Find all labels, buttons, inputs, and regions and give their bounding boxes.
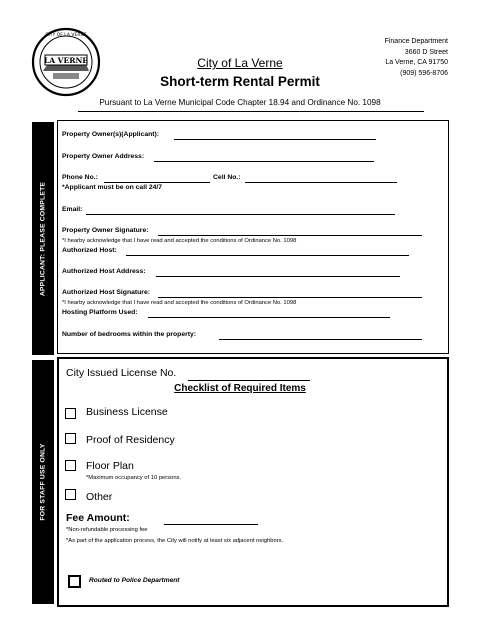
bedrooms-field[interactable] — [219, 339, 422, 340]
host-signature-field[interactable] — [158, 297, 422, 298]
permit-title: Short-term Rental Permit — [160, 74, 320, 89]
applicant-sidebar — [32, 122, 54, 355]
other-checkbox[interactable] — [65, 489, 76, 500]
on-call-note: *Applicant must be on call 24/7 — [62, 184, 163, 191]
owner-field[interactable] — [174, 139, 376, 140]
applicant-sidebar-label: APPLICANT: PLEASE COMPLETE — [39, 181, 47, 296]
platform-label: Hosting Platform Used: — [62, 309, 138, 316]
checkbox-label: Business License — [86, 406, 168, 418]
police-routing-checkbox[interactable] — [68, 575, 81, 588]
divider — [78, 111, 424, 112]
platform-field[interactable] — [148, 317, 390, 318]
fee-label: Fee Amount: — [66, 512, 130, 524]
dept-line: Finance Department — [384, 38, 448, 45]
acknowledgement-note: *I hearby acknowledge that I have read and accepted the conditions of Ordinance No. 1098 — [62, 300, 297, 306]
host-address-field[interactable] — [156, 276, 400, 277]
checkbox-label: Other — [86, 491, 113, 503]
dept-line: (909) 596-8706 — [400, 69, 448, 77]
phone-label: Phone No.: — [62, 174, 98, 181]
host-label: Authorized Host: — [62, 247, 117, 254]
proof-of-residency-checkbox[interactable] — [65, 433, 76, 444]
notification-note: *As part of the application process, the City will notify at least six adjacent neighbors. — [66, 538, 284, 544]
dept-line: La Verne, CA 91750 — [385, 59, 448, 66]
owner-address-field[interactable] — [154, 161, 374, 162]
police-routing-label: Routed to Police Department — [89, 577, 180, 584]
dept-line: 3660 D Street — [404, 48, 448, 56]
staff-sidebar — [32, 360, 54, 604]
checkbox-label: Floor Plan — [86, 460, 134, 472]
occupancy-note: *Maximum occupancy of 10 persons. — [86, 475, 182, 481]
staff-sidebar-label: FOR STAFF USE ONLY — [39, 443, 47, 521]
city-title: City of La Verne — [197, 56, 283, 70]
host-signature-label: Authorized Host Signature: — [62, 289, 150, 296]
business-license-checkbox[interactable] — [65, 408, 76, 419]
pursuant-text: Pursuant to La Verne Municipal Code Chapter 18.94 and Ordinance No. 1098 — [99, 98, 381, 107]
floor-plan-checkbox[interactable] — [65, 460, 76, 471]
email-label: Email: — [62, 206, 83, 213]
checkbox-label: Proof of Residency — [86, 434, 175, 446]
seal-ring-text: CITY OF LA VERNE — [45, 33, 87, 38]
acknowledgement-note: *I hearby acknowledge that I have read and accepted the conditions of Ordinance No. 1098 — [62, 238, 297, 244]
bedrooms-label: Number of bedrooms within the property: — [62, 331, 197, 338]
host-field[interactable] — [126, 255, 409, 256]
checklist-title: Checklist of Required Items — [174, 383, 306, 394]
owner-signature-field[interactable] — [158, 235, 422, 236]
staff-section — [57, 357, 449, 607]
host-address-label: Authorized Host Address: — [62, 268, 146, 275]
owner-label: Property Owner(s)(Applicant): — [62, 131, 160, 138]
cell-field[interactable] — [245, 182, 397, 183]
fee-field[interactable] — [164, 524, 258, 525]
cell-label: Cell No.: — [213, 174, 241, 181]
fee-note: *Non-refundable processing fee — [66, 527, 148, 533]
license-field[interactable] — [188, 380, 310, 381]
license-label: City Issued License No. — [66, 367, 177, 379]
owner-signature-label: Property Owner Signature: — [62, 227, 149, 234]
phone-field[interactable] — [104, 182, 210, 183]
email-field[interactable] — [86, 214, 395, 215]
seal-center-text: LA VERNE — [43, 56, 89, 65]
owner-address-label: Property Owner Address: — [62, 153, 145, 160]
department-address — [385, 37, 448, 79]
